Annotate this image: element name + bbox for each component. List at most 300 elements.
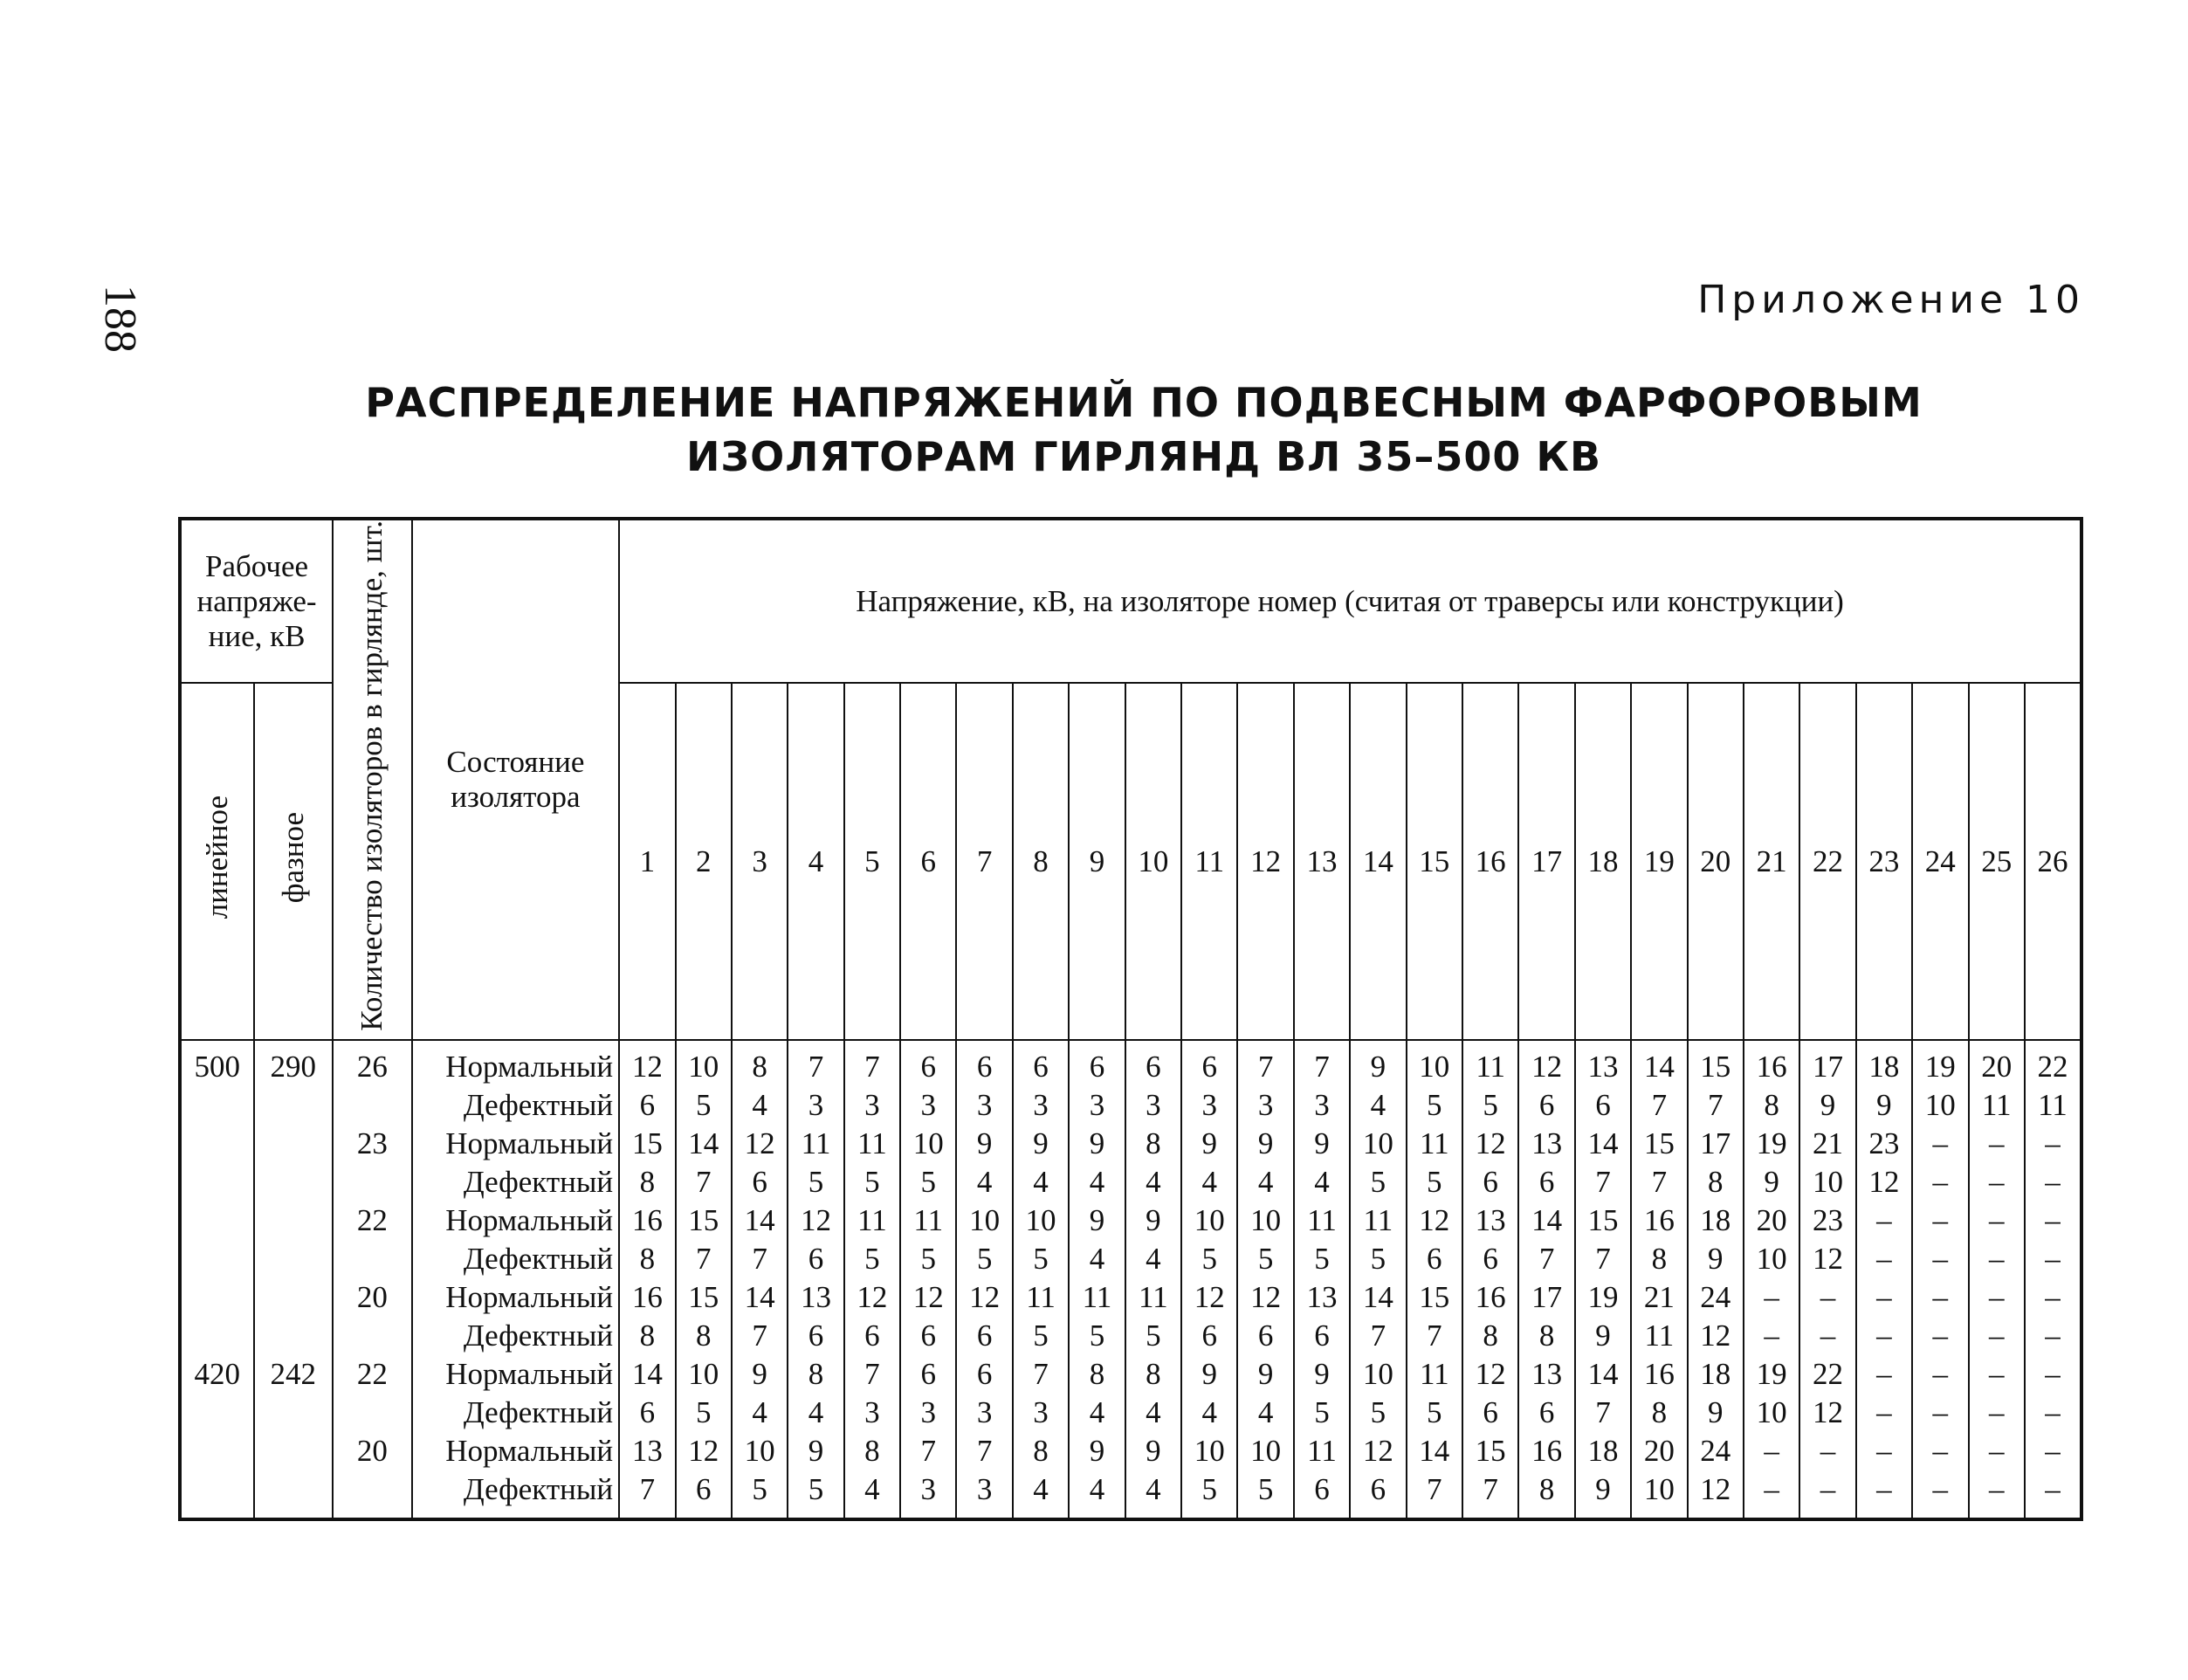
voltage-value-cell: –: [2025, 1201, 2081, 1240]
voltage-value-cell: 18: [1688, 1201, 1744, 1240]
insulator-count-header-text: Количество изоляторов в гирлянде, шт.: [354, 520, 389, 1031]
voltage-value-cell: 4: [732, 1394, 788, 1432]
voltage-value-cell: 6: [619, 1086, 675, 1125]
voltage-value-cell: 10: [1350, 1355, 1406, 1394]
voltage-value-cell: 5: [676, 1086, 732, 1125]
insulator-number-header: 17: [1518, 683, 1574, 1039]
voltage-value-cell: 5: [1462, 1086, 1518, 1125]
voltage-value-cell: 11: [1294, 1432, 1350, 1470]
insulator-number-header: 18: [1575, 683, 1631, 1039]
voltage-value-cell: 4: [1069, 1470, 1125, 1519]
phase-voltage-cell: [254, 1240, 334, 1278]
voltage-value-cell: 3: [844, 1394, 900, 1432]
insulator-count-cell: 26: [333, 1040, 412, 1086]
voltage-value-cell: 14: [676, 1125, 732, 1163]
voltage-value-cell: 6: [956, 1317, 1012, 1355]
voltage-value-cell: 7: [1350, 1317, 1406, 1355]
voltage-value-cell: 6: [1181, 1040, 1237, 1086]
voltage-value-cell: 13: [1462, 1201, 1518, 1240]
voltage-value-cell: 3: [956, 1086, 1012, 1125]
linear-voltage-cell: 420: [180, 1355, 254, 1394]
voltage-value-cell: 3: [1013, 1394, 1069, 1432]
voltage-value-cell: 11: [900, 1201, 956, 1240]
voltage-value-cell: 6: [1575, 1086, 1631, 1125]
voltage-value-cell: 4: [788, 1394, 843, 1432]
voltage-value-cell: 8: [788, 1355, 843, 1394]
linear-voltage-cell: [180, 1278, 254, 1317]
voltage-value-cell: 3: [1181, 1086, 1237, 1125]
voltage-value-cell: 14: [1350, 1278, 1406, 1317]
voltage-value-cell: 24: [1688, 1432, 1744, 1470]
voltage-value-cell: –: [1912, 1163, 1968, 1201]
voltage-value-cell: 19: [1912, 1040, 1968, 1086]
phase-voltage-cell: [254, 1470, 334, 1519]
voltage-value-cell: 3: [1013, 1086, 1069, 1125]
insulator-count-cell: [333, 1240, 412, 1278]
insulator-number-header: 4: [788, 683, 843, 1039]
condition-cell: Нормальный: [412, 1040, 619, 1086]
voltage-value-cell: 12: [619, 1040, 675, 1086]
voltage-value-cell: 11: [1407, 1125, 1462, 1163]
voltage-value-cell: 12: [1856, 1163, 1912, 1201]
voltage-value-cell: 6: [1518, 1163, 1574, 1201]
linear-voltage-cell: [180, 1125, 254, 1163]
voltage-value-cell: 7: [1462, 1470, 1518, 1519]
voltage-value-cell: 3: [900, 1086, 956, 1125]
voltage-value-cell: –: [2025, 1394, 2081, 1432]
voltage-value-cell: 7: [676, 1240, 732, 1278]
voltage-value-cell: 7: [956, 1432, 1012, 1470]
voltage-value-cell: 10: [676, 1040, 732, 1086]
voltage-value-cell: 9: [1575, 1317, 1631, 1355]
voltage-value-cell: 21: [1631, 1278, 1687, 1317]
voltage-value-cell: 13: [788, 1278, 843, 1317]
table-row: [180, 1317, 2081, 1355]
insulator-number-header: 24: [1912, 683, 1968, 1039]
voltage-value-cell: 8: [1744, 1086, 1799, 1125]
voltage-value-cell: –: [2025, 1125, 2081, 1163]
voltage-value-cell: 8: [1631, 1394, 1687, 1432]
voltage-value-cell: 7: [1237, 1040, 1293, 1086]
phase-voltage-cell: [254, 1125, 334, 1163]
voltage-value-cell: 5: [1013, 1240, 1069, 1278]
voltage-value-cell: 16: [1631, 1201, 1687, 1240]
voltage-value-cell: 5: [844, 1240, 900, 1278]
insulator-number-header: 12: [1237, 683, 1293, 1039]
voltage-value-cell: 16: [1631, 1355, 1687, 1394]
voltage-value-cell: 4: [1125, 1394, 1181, 1432]
phase-voltage-cell: [254, 1163, 334, 1201]
condition-header: Состояние изолятора: [412, 519, 619, 1040]
voltage-value-cell: 10: [1181, 1201, 1237, 1240]
voltage-value-cell: 11: [844, 1125, 900, 1163]
insulator-count-cell: [333, 1086, 412, 1125]
table-row: [180, 1432, 2081, 1470]
voltage-value-cell: 18: [1856, 1040, 1912, 1086]
voltage-value-cell: 10: [1912, 1086, 1968, 1125]
voltage-value-cell: –: [1969, 1125, 2025, 1163]
condition-cell: Нормальный: [412, 1201, 619, 1240]
voltage-value-cell: –: [1912, 1355, 1968, 1394]
voltage-value-cell: –: [2025, 1355, 2081, 1394]
voltage-value-cell: 12: [732, 1125, 788, 1163]
insulator-number-header: 22: [1799, 683, 1855, 1039]
table-row: [180, 1086, 2081, 1125]
voltage-value-cell: 7: [1631, 1086, 1687, 1125]
insulator-number-header: 16: [1462, 683, 1518, 1039]
voltage-value-cell: 8: [1069, 1355, 1125, 1394]
insulator-number-header: 21: [1744, 683, 1799, 1039]
voltage-value-cell: 7: [900, 1432, 956, 1470]
voltage-value-cell: 12: [1350, 1432, 1406, 1470]
voltage-value-cell: 14: [1631, 1040, 1687, 1086]
voltage-value-cell: 11: [844, 1201, 900, 1240]
voltage-value-cell: 7: [788, 1040, 843, 1086]
insulator-count-cell: 20: [333, 1432, 412, 1470]
voltage-value-cell: 5: [1294, 1240, 1350, 1278]
voltage-value-cell: 5: [1237, 1240, 1293, 1278]
insulator-count-cell: 22: [333, 1201, 412, 1240]
voltage-value-cell: 12: [788, 1201, 843, 1240]
voltage-value-cell: 8: [619, 1163, 675, 1201]
voltage-value-cell: –: [2025, 1240, 2081, 1278]
voltage-value-cell: –: [1856, 1278, 1912, 1317]
voltage-value-cell: 9: [1350, 1040, 1406, 1086]
voltage-value-cell: 9: [1125, 1432, 1181, 1470]
voltage-value-cell: 9: [1856, 1086, 1912, 1125]
voltage-value-cell: 5: [1350, 1394, 1406, 1432]
voltage-value-cell: 13: [1518, 1355, 1574, 1394]
voltage-value-cell: 5: [1407, 1394, 1462, 1432]
voltage-value-cell: –: [1969, 1394, 2025, 1432]
voltage-value-cell: 3: [900, 1394, 956, 1432]
voltage-value-cell: –: [1856, 1394, 1912, 1432]
voltage-value-cell: 6: [1462, 1394, 1518, 1432]
insulator-number-header: 2: [676, 683, 732, 1039]
voltage-value-cell: 4: [1013, 1470, 1069, 1519]
voltage-value-cell: 8: [1125, 1355, 1181, 1394]
voltage-value-cell: 12: [1688, 1317, 1744, 1355]
voltage-value-cell: 14: [619, 1355, 675, 1394]
voltage-value-cell: 6: [844, 1317, 900, 1355]
voltage-value-cell: 20: [1969, 1040, 2025, 1086]
voltage-value-cell: 5: [1237, 1470, 1293, 1519]
voltage-value-cell: 10: [1350, 1125, 1406, 1163]
voltage-value-cell: 21: [1799, 1125, 1855, 1163]
voltage-value-cell: 4: [956, 1163, 1012, 1201]
voltage-value-cell: 6: [788, 1240, 843, 1278]
voltage-value-cell: –: [2025, 1432, 2081, 1470]
voltage-value-cell: 3: [956, 1394, 1012, 1432]
voltage-value-cell: 13: [1518, 1125, 1574, 1163]
voltage-value-cell: –: [1912, 1278, 1968, 1317]
insulator-count-cell: 23: [333, 1125, 412, 1163]
voltage-value-cell: 11: [1069, 1278, 1125, 1317]
voltage-value-cell: 6: [619, 1394, 675, 1432]
voltage-value-cell: 9: [1294, 1125, 1350, 1163]
insulator-count-cell: [333, 1394, 412, 1432]
voltage-value-cell: 11: [1462, 1040, 1518, 1086]
voltage-value-cell: 10: [1237, 1201, 1293, 1240]
voltage-value-cell: –: [1856, 1432, 1912, 1470]
voltage-value-cell: –: [1969, 1432, 2025, 1470]
voltage-value-cell: –: [1969, 1355, 2025, 1394]
voltage-value-cell: 14: [1575, 1125, 1631, 1163]
voltage-value-cell: –: [1912, 1394, 1968, 1432]
voltage-value-cell: 11: [788, 1125, 843, 1163]
voltage-value-cell: 6: [1237, 1317, 1293, 1355]
voltage-value-cell: 14: [732, 1201, 788, 1240]
voltage-value-cell: 3: [900, 1470, 956, 1519]
voltage-value-cell: 10: [956, 1201, 1012, 1240]
voltage-value-cell: 18: [1688, 1355, 1744, 1394]
voltage-value-cell: –: [1912, 1240, 1968, 1278]
voltage-value-cell: 7: [1575, 1240, 1631, 1278]
phase-voltage-cell: [254, 1394, 334, 1432]
voltage-value-cell: 8: [1013, 1432, 1069, 1470]
insulator-number-header: 1: [619, 683, 675, 1039]
voltage-value-cell: 9: [1013, 1125, 1069, 1163]
voltage-value-cell: 7: [1407, 1470, 1462, 1519]
voltage-value-cell: –: [1856, 1240, 1912, 1278]
voltage-value-cell: 8: [619, 1317, 675, 1355]
voltage-value-cell: –: [1799, 1432, 1855, 1470]
insulator-number-header: 13: [1294, 683, 1350, 1039]
voltage-value-cell: 15: [1575, 1201, 1631, 1240]
voltage-value-cell: 3: [788, 1086, 843, 1125]
voltage-value-cell: 9: [1069, 1201, 1125, 1240]
insulator-count-cell: [333, 1317, 412, 1355]
voltage-value-cell: –: [1744, 1470, 1799, 1519]
linear-voltage-cell: [180, 1470, 254, 1519]
voltage-value-cell: 4: [1125, 1470, 1181, 1519]
phase-voltage-cell: [254, 1086, 334, 1125]
voltage-value-cell: 4: [1013, 1163, 1069, 1201]
insulator-number-header: 9: [1069, 683, 1125, 1039]
page-number: 188: [95, 285, 146, 353]
voltage-value-cell: 9: [1575, 1470, 1631, 1519]
voltage-value-cell: 5: [1125, 1317, 1181, 1355]
voltage-value-cell: 10: [1631, 1470, 1687, 1519]
voltage-value-cell: 5: [1294, 1394, 1350, 1432]
insulator-number-header: 26: [2025, 683, 2081, 1039]
voltage-value-cell: –: [1856, 1355, 1912, 1394]
voltage-value-cell: 13: [1294, 1278, 1350, 1317]
voltage-value-cell: 14: [1575, 1355, 1631, 1394]
voltage-value-cell: 15: [1407, 1278, 1462, 1317]
voltage-value-cell: 8: [619, 1240, 675, 1278]
voltage-value-cell: 6: [732, 1163, 788, 1201]
condition-cell: Нормальный: [412, 1432, 619, 1470]
voltage-value-cell: 10: [900, 1125, 956, 1163]
voltage-value-cell: 22: [2025, 1040, 2081, 1086]
table-row: [180, 1470, 2081, 1519]
voltage-value-cell: 11: [1407, 1355, 1462, 1394]
voltage-value-cell: –: [1969, 1201, 2025, 1240]
voltage-value-cell: 13: [1575, 1040, 1631, 1086]
insulator-number-header: 20: [1688, 683, 1744, 1039]
voltage-value-cell: 12: [676, 1432, 732, 1470]
phase-voltage-cell: 242: [254, 1355, 334, 1394]
voltage-value-cell: –: [1912, 1201, 1968, 1240]
voltage-value-cell: –: [1969, 1240, 2025, 1278]
voltage-value-cell: –: [2025, 1163, 2081, 1201]
phase-voltage-cell: [254, 1201, 334, 1240]
insulator-number-header: 10: [1125, 683, 1181, 1039]
voltage-value-cell: –: [1744, 1278, 1799, 1317]
voltage-value-cell: 19: [1744, 1125, 1799, 1163]
linear-voltage-cell: [180, 1201, 254, 1240]
voltage-value-cell: 12: [1462, 1125, 1518, 1163]
voltage-value-cell: 12: [1518, 1040, 1574, 1086]
condition-cell: Нормальный: [412, 1355, 619, 1394]
voltage-value-cell: 3: [1125, 1086, 1181, 1125]
phase-voltage-header-text: фазное: [275, 811, 310, 904]
condition-cell: Дефектный: [412, 1394, 619, 1432]
voltage-value-cell: 11: [1125, 1278, 1181, 1317]
voltage-value-cell: 11: [1969, 1086, 2025, 1125]
voltage-value-cell: –: [2025, 1278, 2081, 1317]
voltage-value-cell: –: [1912, 1125, 1968, 1163]
voltage-value-cell: 9: [1069, 1125, 1125, 1163]
voltage-value-cell: 6: [788, 1317, 843, 1355]
voltage-value-cell: 24: [1688, 1278, 1744, 1317]
voltage-value-cell: 6: [900, 1355, 956, 1394]
voltage-value-cell: 10: [1181, 1432, 1237, 1470]
voltage-value-cell: 7: [619, 1470, 675, 1519]
linear-voltage-cell: [180, 1394, 254, 1432]
condition-cell: Дефектный: [412, 1317, 619, 1355]
voltage-value-cell: –: [1799, 1317, 1855, 1355]
voltage-distribution-table: [178, 517, 2083, 1521]
table-row: [180, 1163, 2081, 1201]
voltage-value-cell: 7: [1013, 1355, 1069, 1394]
voltage-value-cell: 6: [1462, 1240, 1518, 1278]
voltage-value-cell: 5: [1350, 1163, 1406, 1201]
voltage-value-cell: –: [1969, 1317, 2025, 1355]
voltage-value-cell: 4: [1237, 1163, 1293, 1201]
voltage-value-cell: 15: [676, 1201, 732, 1240]
insulator-number-header: 15: [1407, 683, 1462, 1039]
voltage-value-cell: 12: [1462, 1355, 1518, 1394]
table-body: [180, 1040, 2081, 1519]
title-line-1: РАСПРЕДЕЛЕНИЕ НАПРЯЖЕНИЙ ПО ПОДВЕСНЫМ ФАРФОРОВЫМ: [365, 379, 1923, 426]
voltage-value-cell: 9: [1069, 1432, 1125, 1470]
voltage-value-cell: 6: [676, 1470, 732, 1519]
phase-voltage-header: [254, 683, 334, 1039]
voltage-value-cell: 4: [844, 1470, 900, 1519]
voltage-value-cell: 7: [732, 1317, 788, 1355]
voltage-value-cell: 4: [1181, 1163, 1237, 1201]
voltage-value-cell: 3: [1294, 1086, 1350, 1125]
voltage-value-cell: 10: [676, 1355, 732, 1394]
voltage-value-cell: 20: [1744, 1201, 1799, 1240]
voltage-value-cell: 9: [1125, 1201, 1181, 1240]
table-row: [180, 1240, 2081, 1278]
insulator-count-cell: 20: [333, 1278, 412, 1317]
phase-voltage-cell: [254, 1278, 334, 1317]
voltage-value-cell: 6: [900, 1040, 956, 1086]
working-voltage-header: Рабочее напряже-ние, кВ: [180, 519, 333, 683]
insulator-number-header: 19: [1631, 683, 1687, 1039]
voltage-value-cell: 4: [1125, 1240, 1181, 1278]
voltage-value-cell: 6: [1518, 1086, 1574, 1125]
voltage-value-cell: –: [1799, 1470, 1855, 1519]
title-line-2: ИЗОЛЯТОРАМ ГИРЛЯНД ВЛ 35–500 КВ: [685, 433, 1602, 480]
voltage-value-cell: 10: [1744, 1394, 1799, 1432]
voltage-value-cell: 8: [844, 1432, 900, 1470]
voltage-value-cell: 17: [1518, 1278, 1574, 1317]
voltage-value-cell: 5: [788, 1163, 843, 1201]
voltage-value-cell: 4: [1125, 1163, 1181, 1201]
voltage-value-cell: 4: [1350, 1086, 1406, 1125]
voltage-value-cell: 7: [844, 1040, 900, 1086]
voltage-value-cell: 9: [1181, 1355, 1237, 1394]
voltage-value-cell: 19: [1744, 1355, 1799, 1394]
voltage-value-cell: 8: [1125, 1125, 1181, 1163]
voltage-value-cell: 5: [1013, 1317, 1069, 1355]
insulator-number-header: 11: [1181, 683, 1237, 1039]
phase-voltage-cell: [254, 1432, 334, 1470]
voltage-value-cell: 23: [1856, 1125, 1912, 1163]
voltage-value-cell: 6: [1350, 1470, 1406, 1519]
table-row: [180, 1394, 2081, 1432]
voltage-value-cell: 10: [1013, 1201, 1069, 1240]
voltage-value-cell: 5: [1407, 1086, 1462, 1125]
voltage-value-cell: 15: [1688, 1040, 1744, 1086]
voltage-value-cell: 16: [1518, 1432, 1574, 1470]
voltage-value-cell: –: [1856, 1317, 1912, 1355]
voltage-value-cell: 5: [1181, 1240, 1237, 1278]
voltage-value-cell: 18: [1575, 1432, 1631, 1470]
insulator-count-header: [333, 519, 412, 1040]
voltage-value-cell: 12: [1407, 1201, 1462, 1240]
appendix-label: Приложение 10: [1697, 278, 2085, 322]
voltage-value-cell: 6: [1518, 1394, 1574, 1432]
voltage-value-cell: 9: [1688, 1394, 1744, 1432]
voltage-value-cell: 5: [788, 1470, 843, 1519]
voltage-value-cell: –: [1969, 1470, 2025, 1519]
voltage-value-cell: 7: [844, 1355, 900, 1394]
voltage-value-cell: 11: [1013, 1278, 1069, 1317]
voltage-value-cell: 12: [844, 1278, 900, 1317]
voltage-value-cell: 11: [1350, 1201, 1406, 1240]
voltage-value-cell: 20: [1631, 1432, 1687, 1470]
voltage-value-cell: 4: [1069, 1163, 1125, 1201]
voltage-value-cell: 22: [1799, 1355, 1855, 1394]
voltage-value-cell: 10: [1799, 1163, 1855, 1201]
voltage-value-cell: 4: [1237, 1394, 1293, 1432]
voltage-value-cell: 9: [1688, 1240, 1744, 1278]
voltage-value-cell: 6: [1181, 1317, 1237, 1355]
voltage-value-cell: 16: [1744, 1040, 1799, 1086]
insulator-count-cell: [333, 1163, 412, 1201]
voltage-value-cell: 15: [1631, 1125, 1687, 1163]
voltage-value-cell: –: [1799, 1278, 1855, 1317]
voltage-value-cell: 14: [1518, 1201, 1574, 1240]
voltage-value-cell: 5: [900, 1163, 956, 1201]
linear-voltage-cell: 500: [180, 1040, 254, 1086]
voltage-value-cell: 9: [1237, 1355, 1293, 1394]
insulator-count-cell: [333, 1470, 412, 1519]
voltage-on-insulator-header: Напряжение, кВ, на изоляторе номер (считая от траверсы или конструкции): [619, 519, 2081, 683]
voltage-value-cell: 12: [1237, 1278, 1293, 1317]
document-title: [349, 375, 1938, 484]
voltage-value-cell: 6: [1407, 1240, 1462, 1278]
voltage-value-cell: 11: [1631, 1317, 1687, 1355]
voltage-value-cell: 9: [788, 1432, 843, 1470]
voltage-value-cell: 8: [1518, 1317, 1574, 1355]
